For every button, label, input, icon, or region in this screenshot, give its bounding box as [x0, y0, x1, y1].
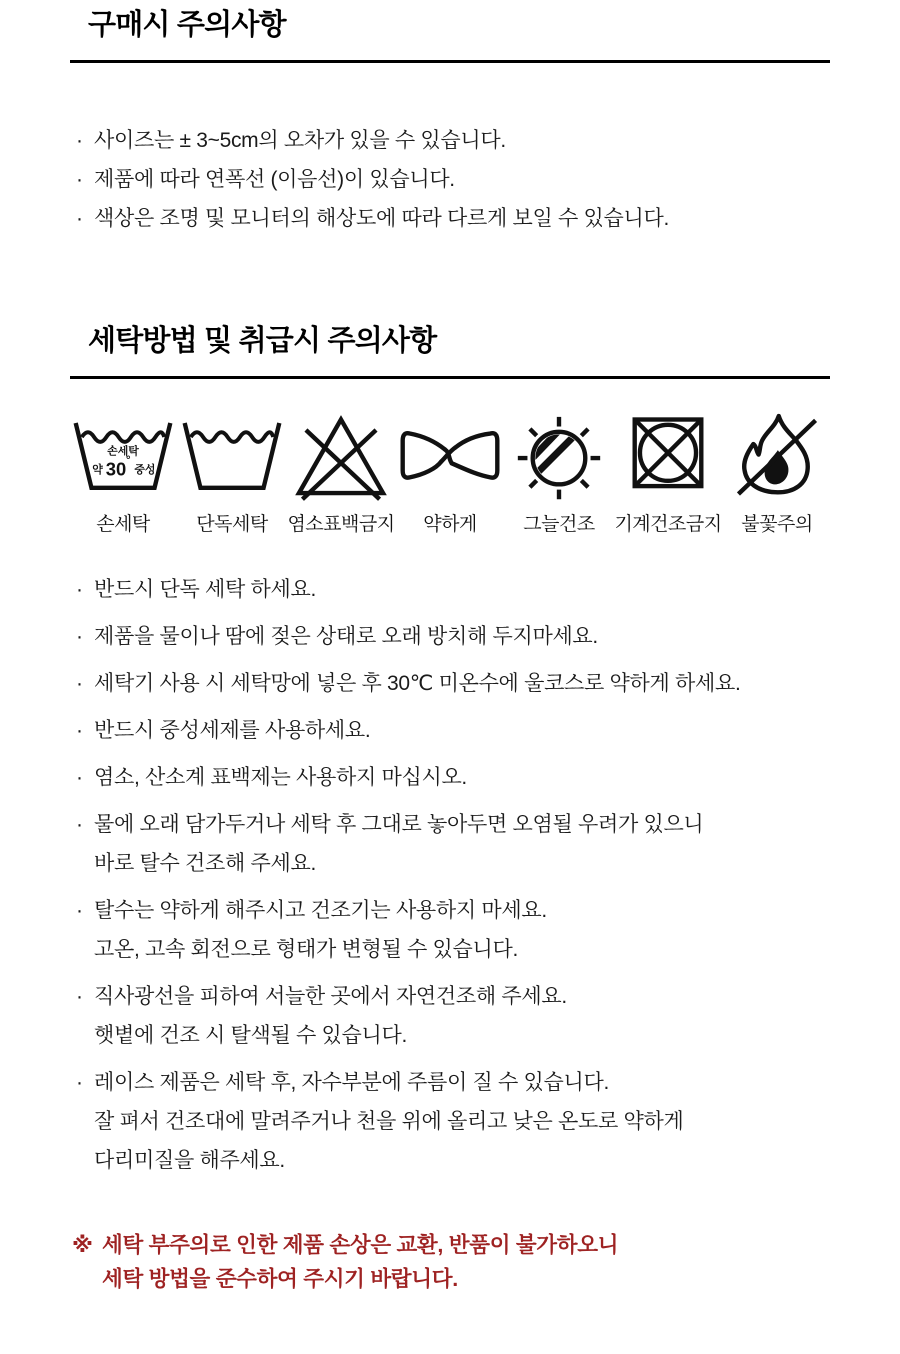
instruction-line: 레이스 제품은 세탁 후, 자수부분에 주름이 질 수 있습니다. — [94, 1071, 610, 1094]
care-instruction — [76, 664, 830, 703]
wash-alone-icon — [179, 409, 285, 501]
warning-line: 세탁 부주의로 인한 제품 손상은 교환, 반품이 불가하오니 — [102, 1233, 619, 1257]
instruction-line: 바로 탈수 건조해 주세요. — [94, 852, 316, 875]
instruction-line: 제품을 물이나 땀에 젖은 상태로 오래 방치해 두지마세요. — [94, 625, 598, 648]
care-icon-wash-alone — [179, 409, 285, 536]
bullet-dot: · — [76, 672, 83, 695]
care-icon-label: 손세탁 — [96, 514, 150, 535]
instruction-line: 반드시 중성세제를 사용하세요. — [94, 719, 371, 742]
bullet-dot: · — [76, 985, 83, 1008]
care-instruction-list — [70, 570, 830, 1180]
care-icon-label: 불꽃주의 — [741, 514, 813, 535]
svg-text:°: ° — [125, 454, 131, 467]
purchase-item — [76, 160, 830, 199]
svg-text:손세탁: 손세탁 — [107, 445, 139, 458]
reference-mark: ※ — [72, 1233, 93, 1257]
care-warning-text — [102, 1228, 618, 1296]
wring-gently-icon — [397, 409, 503, 501]
bullet-dot: · — [76, 766, 83, 789]
purchase-item-text: 색상은 조명 및 모니터의 해상도에 따라 다르게 보일 수 있습니다. — [94, 207, 669, 230]
no-chlorine-bleach-icon — [288, 409, 394, 501]
care-section — [70, 322, 830, 1180]
warning-line: 세탁 방법을 준수하여 주시기 바랍니다. — [102, 1267, 458, 1291]
instruction-line: 염소, 산소계 표백제는 사용하지 마십시오. — [94, 766, 467, 789]
svg-text:중성: 중성 — [134, 463, 156, 476]
instruction-line: 세탁기 사용 시 세탁망에 넣은 후 30℃ 미온수에 울코스로 약하게 하세요. — [94, 672, 741, 695]
bullet-dot: · — [76, 207, 83, 230]
care-icon-flame-caution — [724, 409, 830, 536]
no-tumble-dry-icon — [615, 409, 721, 501]
bullet-dot: · — [76, 129, 83, 152]
dry-in-shade-icon — [506, 409, 612, 501]
care-instruction — [76, 570, 830, 609]
care-icon-label: 그늘건조 — [523, 514, 595, 535]
flame-caution-icon — [724, 409, 830, 501]
bullet-dot: · — [76, 899, 83, 922]
hand-wash-icon — [70, 409, 176, 501]
bullet-dot: · — [76, 813, 83, 836]
care-icons-row — [70, 409, 830, 536]
care-instruction — [76, 758, 830, 797]
care-icon-label: 단독세탁 — [196, 514, 268, 535]
svg-text:30: 30 — [105, 458, 127, 480]
care-icon-label: 염소표백금지 — [287, 514, 395, 535]
purchase-title: 구매시 주의사항 — [88, 9, 286, 41]
svg-text:약: 약 — [92, 463, 103, 476]
purchase-section — [70, 6, 830, 238]
instruction-line: 물에 오래 담가두거나 세탁 후 그대로 놓아두면 오염될 우려가 있으니 — [94, 813, 704, 836]
care-divider — [70, 376, 830, 379]
care-icon-hand-wash — [70, 409, 176, 536]
care-warning — [70, 1228, 830, 1296]
care-icon-wring-gently — [397, 409, 503, 536]
purchase-divider — [70, 60, 830, 63]
instruction-line: 고온, 고속 회전으로 형태가 변형될 수 있습니다. — [94, 938, 519, 961]
care-icon-no-bleach — [288, 409, 394, 536]
bullet-dot: · — [76, 625, 83, 648]
care-icon-no-tumble-dry — [615, 409, 721, 536]
instruction-line: 반드시 단독 세탁 하세요. — [94, 578, 316, 601]
bullet-dot: · — [76, 1071, 83, 1094]
purchase-item-text: 제품에 따라 연폭선 (이음선)이 있습니다. — [94, 168, 455, 191]
care-instruction — [76, 711, 830, 750]
purchase-item — [76, 121, 830, 160]
instruction-line: 잘 펴서 건조대에 말려주거나 천을 위에 올리고 낮은 온도로 약하게 — [94, 1110, 684, 1133]
care-icon-dry-in-shade — [506, 409, 612, 536]
instruction-line: 탈수는 약하게 해주시고 건조기는 사용하지 마세요. — [94, 899, 547, 922]
instruction-line: 직사광선을 피하여 서늘한 곳에서 자연건조해 주세요. — [94, 985, 567, 1008]
bullet-dot: · — [76, 578, 83, 601]
purchase-item-text: 사이즈는 ± 3~5cm의 오차가 있을 수 있습니다. — [94, 129, 506, 152]
care-icon-label: 약하게 — [423, 514, 477, 535]
care-title: 세탁방법 및 취급시 주의사항 — [88, 325, 437, 357]
purchase-list — [70, 121, 830, 238]
bullet-dot: · — [76, 719, 83, 742]
instruction-line: 다리미질을 해주세요. — [94, 1149, 285, 1172]
instruction-line: 햇볕에 건조 시 탈색될 수 있습니다. — [94, 1024, 408, 1047]
care-icon-label: 기계건조금지 — [614, 514, 722, 535]
bullet-dot: · — [76, 168, 83, 191]
care-instruction — [76, 977, 830, 1055]
care-instruction — [76, 617, 830, 656]
care-instruction — [76, 891, 830, 969]
purchase-item — [76, 199, 830, 238]
care-instruction — [76, 805, 830, 883]
care-instruction — [76, 1063, 830, 1180]
